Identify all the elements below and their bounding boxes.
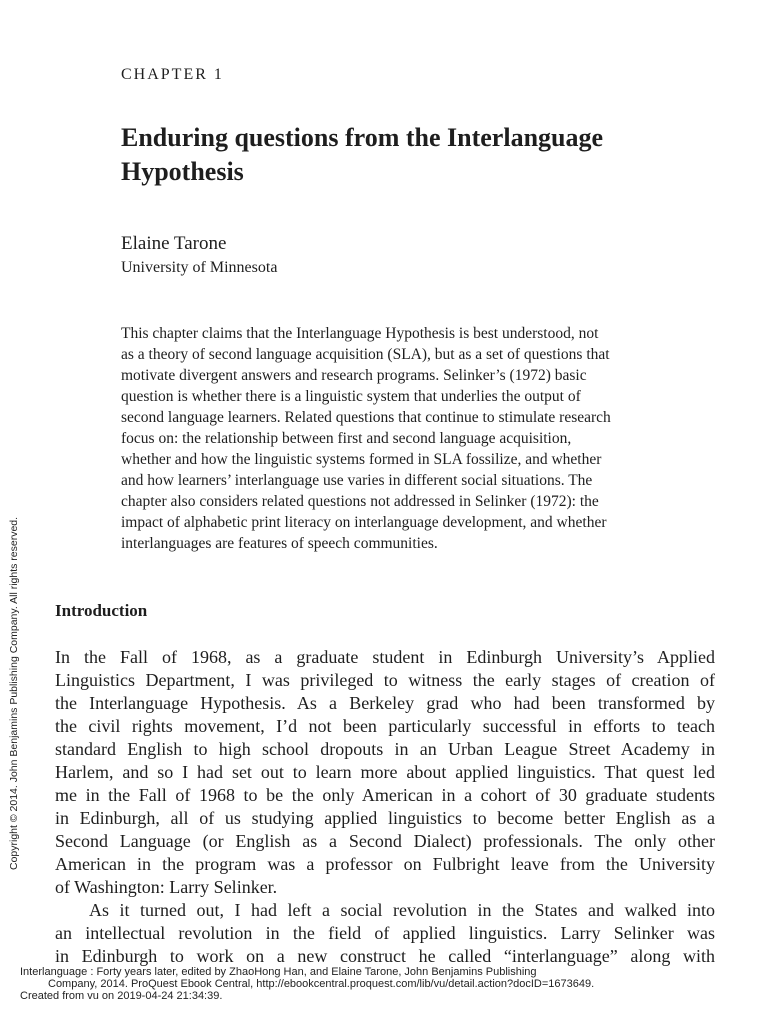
title-line: Hypothesis bbox=[121, 157, 244, 186]
side-copyright-notice: Copyright © 2014. John Benjamins Publishing Company. All rights reserved. bbox=[8, 516, 20, 870]
body-text bbox=[55, 646, 715, 968]
section-heading: Introduction bbox=[55, 601, 148, 620]
body-line: Linguistics Department, I was privileged to witness the early stages of creation of bbox=[55, 670, 715, 690]
chapter-label: CHAPTER 1 bbox=[121, 66, 224, 83]
abstract-line: motivate divergent answers and research programs. Selinker’s (1972) basic bbox=[121, 367, 587, 384]
abstract-line: as a theory of second language acquisition (SLA), but as a set of questions that bbox=[121, 346, 610, 363]
body-line: American in the program was a professor on Fulbright leave from the University bbox=[55, 854, 715, 874]
author-affiliation: University of Minnesota bbox=[121, 259, 278, 276]
body-line: the civil rights movement, I’d not been particularly successful in efforts to teach bbox=[55, 716, 715, 736]
body-line: in Edinburgh to work on a new construct he called “interlanguage” along with bbox=[55, 946, 715, 966]
abstract bbox=[121, 323, 711, 554]
abstract-line: whether and how the linguistic systems formed in SLA fossilize, and whether bbox=[121, 451, 602, 468]
body-line: Second Language (or English as a Second Dialect) professionals. The only other bbox=[55, 831, 715, 851]
footer-citation bbox=[20, 966, 760, 1002]
title-line: Enduring questions from the Interlanguage bbox=[121, 123, 604, 152]
author-name: Elaine Tarone bbox=[121, 233, 227, 254]
footer-line: Interlanguage : Forty years later, edited by ZhaoHong Han, and Elaine Tarone, John Benjamins Publishing bbox=[20, 966, 537, 978]
abstract-line: focus on: the relationship between first and second language acquisition, bbox=[121, 430, 572, 447]
body-line: As it turned out, I had left a social revolution in the States and walked into bbox=[89, 900, 715, 920]
abstract-line: question is whether there is a linguistic system that underlies the output of bbox=[121, 388, 581, 405]
body-line: an intellectual revolution in the field of applied linguistics. Larry Selinker was bbox=[55, 923, 715, 943]
abstract-line: interlanguages are features of speech communities. bbox=[121, 535, 438, 552]
body-line: the Interlanguage Hypothesis. As a Berkeley grad who had been transformed by bbox=[55, 693, 715, 713]
chapter-title bbox=[121, 121, 721, 189]
abstract-line: impact of alphabetic print literacy on interlanguage development, and whether bbox=[121, 514, 607, 531]
footer-line: Company, 2014. ProQuest Ebook Central, http://ebookcentral.proquest.com/lib/vu/detail.action?docID=1673649. bbox=[48, 978, 595, 990]
body-line: standard English to high school dropouts in an Urban League Street Academy in bbox=[55, 739, 715, 759]
abstract-line: chapter also considers related questions not addressed in Selinker (1972): the bbox=[121, 493, 599, 510]
abstract-line: and how learners’ interlanguage use varies in different social situations. The bbox=[121, 472, 593, 489]
body-line: Harlem, and so I had set out to learn more about applied linguistics. That quest led bbox=[55, 762, 715, 782]
body-line: of Washington: Larry Selinker. bbox=[55, 877, 278, 897]
footer-line: Created from vu on 2019-04-24 21:34:39. bbox=[20, 990, 223, 1002]
abstract-line: second language learners. Related questions that continue to stimulate research bbox=[121, 409, 611, 426]
body-line: In the Fall of 1968, as a graduate student in Edinburgh University’s Applied bbox=[55, 647, 715, 667]
body-line: me in the Fall of 1968 to be the only American in a cohort of 30 graduate students bbox=[55, 785, 715, 805]
abstract-line: This chapter claims that the Interlanguage Hypothesis is best understood, not bbox=[121, 325, 599, 342]
body-line: in Edinburgh, all of us studying applied linguistics to become better English as a bbox=[55, 808, 715, 828]
